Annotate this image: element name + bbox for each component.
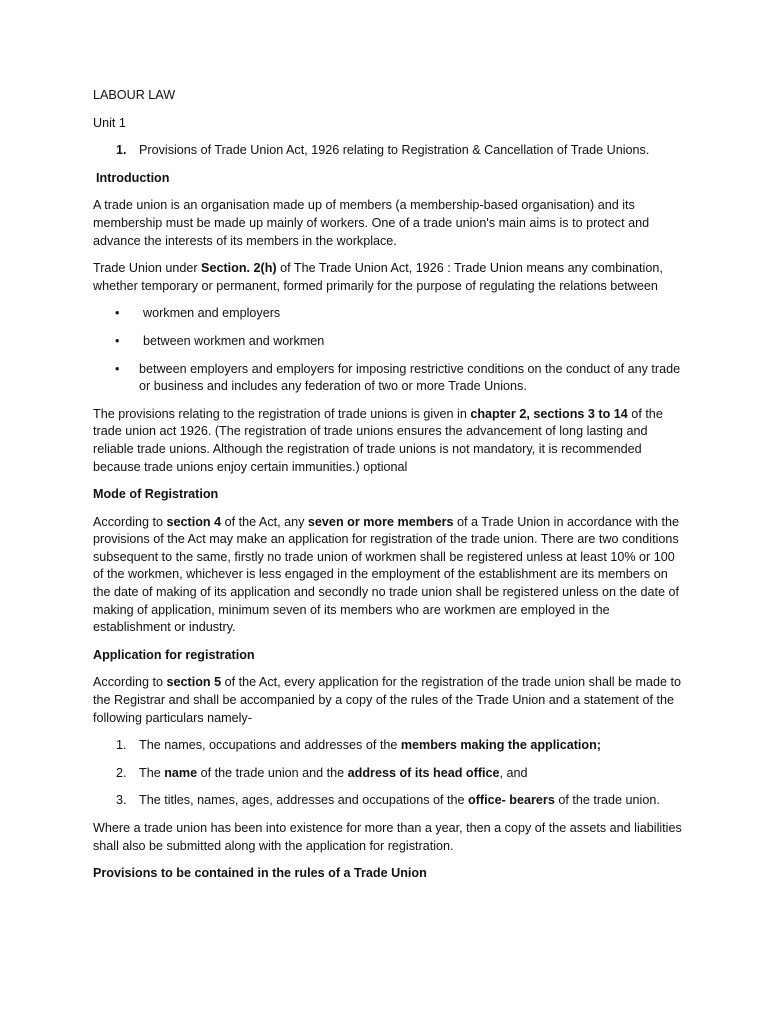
application-item xyxy=(93,737,683,755)
application-section-ref: section 5 xyxy=(166,675,222,690)
application-closing-paragraph: Where a trade union has been into existence for more than a year, then a copy of the assets and liabilities shall also be submitted along with the application for registration. xyxy=(93,821,682,853)
provisions-paragraph xyxy=(93,406,683,476)
bullet-icon: • xyxy=(115,361,120,376)
application-paragraph xyxy=(93,674,683,727)
mode-paragraph xyxy=(93,514,683,637)
document-title: LABOUR LAW xyxy=(93,88,176,102)
mode-heading: Mode of Registration xyxy=(93,487,219,502)
definition-paragraph xyxy=(93,260,683,295)
application-text-2: of the Act, every application for the registration of the trade union shall be made to the Registrar and shall be accompanied by a copy of the rules of the Trade Union and a statement of the following particulars namely- xyxy=(93,675,682,725)
topic-item xyxy=(93,142,683,160)
item-text xyxy=(139,792,683,810)
definition-section-ref: Section. 2(h) xyxy=(201,261,277,276)
item-number: 2. xyxy=(116,765,127,780)
item-text-bold: name xyxy=(164,765,198,780)
application-item xyxy=(93,792,683,810)
definition-bullet xyxy=(93,305,683,323)
item-text-bold: members making the application; xyxy=(400,738,601,753)
rules-heading: Provisions to be contained in the rules of a Trade Union xyxy=(93,866,427,881)
topic-number: 1. xyxy=(116,143,127,158)
item-text-part: The titles, names, ages, addresses and occupations of the xyxy=(139,793,469,808)
item-text xyxy=(139,737,683,755)
bullet-icon: • xyxy=(115,333,120,348)
item-text-part: , and xyxy=(499,765,528,780)
definition-text-2: of The Trade Union Act, 1926 : Trade Union means any combination, whether temporary or permanent, formed primarily for the purpose of regulating the relations between xyxy=(93,261,663,293)
definition-bullet xyxy=(93,333,683,351)
document-body xyxy=(93,87,683,893)
mode-text-1: According to xyxy=(93,514,167,529)
item-text-part: of the trade union. xyxy=(554,793,660,808)
provisions-text-1: The provisions relating to the registration of trade unions is given in xyxy=(93,406,471,421)
introduction-paragraph: A trade union is an organisation made up of members (a membership-based organisation) and its membership must be made up mainly of workers. One of a trade union's main aims is to protect and advance the interests of its members in the workplace. xyxy=(93,198,650,248)
mode-text-3: of a Trade Union in accordance with the provisions of the Act may make an application for registration of the trade union. There are two conditions subsequent to the same, firstly no trade union of workmen shall be registered unless at least 10% or 100 of the workmen, whichever is less engaged in the employment of the establishment are its members on the date of making of its application and secondly no trade union shall be registered unless on the date of making of application, minimum seven of its members who are workmen are employed in the establishment or industry. xyxy=(93,514,679,635)
item-number: 3. xyxy=(116,793,127,808)
bullet-icon: • xyxy=(115,306,120,321)
definition-text-1: Trade Union under xyxy=(93,261,202,276)
item-text-bold: address of its head office xyxy=(347,765,500,780)
bullet-text: between employers and employers for imposing restrictive conditions on the conduct of any trade or business and includes any federation of two or more Trade Unions. xyxy=(139,361,681,394)
provisions-text-2: of the trade union act 1926. (The registration of trade unions ensures the advancement of long lasting and reliable trade unions. Although the registration of trade unions is not mandatory, it is recommended because trade unions enjoy certain immunities.) optional xyxy=(93,406,663,474)
item-text-part: The xyxy=(139,765,165,780)
bullet-text: workmen and employers xyxy=(143,306,281,321)
application-item xyxy=(93,765,683,783)
mode-members-ref: seven or more members xyxy=(307,514,454,529)
item-text xyxy=(139,765,683,783)
mode-section-ref: section 4 xyxy=(166,514,222,529)
introduction-heading: Introduction xyxy=(96,170,170,185)
item-text-bold: office- bearers xyxy=(468,793,555,808)
item-number: 1. xyxy=(116,738,127,753)
item-text-part: of the trade union and the xyxy=(197,765,348,780)
bullet-text: between workmen and workmen xyxy=(143,333,325,348)
mode-text-2: of the Act, any xyxy=(221,514,308,529)
definition-bullet xyxy=(93,361,683,396)
unit-label: Unit 1 xyxy=(93,115,126,130)
topic-text: Provisions of Trade Union Act, 1926 relating to Registration & Cancellation of Trade Unions. xyxy=(139,143,650,158)
application-heading: Application for registration xyxy=(93,647,255,662)
item-text-part: The names, occupations and addresses of the xyxy=(139,738,401,753)
provisions-chapter-ref: chapter 2, sections 3 to 14 xyxy=(470,406,628,421)
application-text-1: According to xyxy=(93,675,167,690)
